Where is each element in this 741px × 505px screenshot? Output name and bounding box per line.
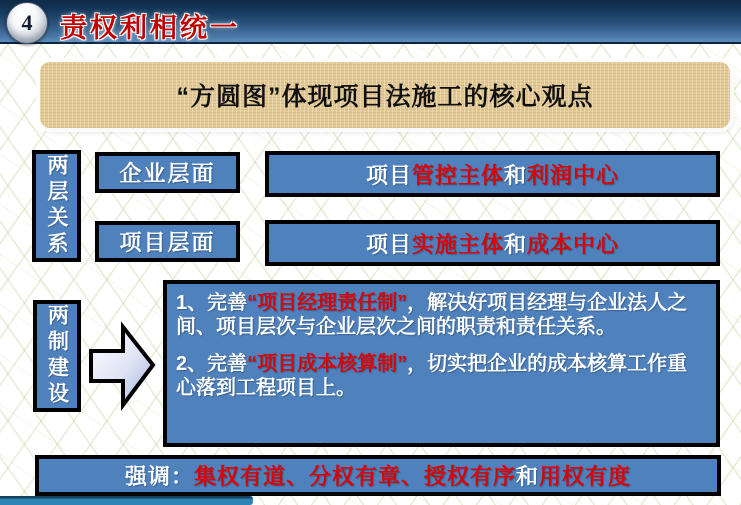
row1-text-white1: 项目 [365,162,412,188]
point-2-lead: 2、完善 [176,352,248,375]
point-2-highlight: “项目成本核算制” [247,352,408,375]
row2-text-red1: 实施主体 [411,231,504,257]
point-1-lead: 1、完善 [176,292,248,314]
row2-text-white2: 和 [504,231,528,257]
row1-text-red2: 利润中心 [527,162,620,188]
row2-text-red2: 成本中心 [527,231,620,257]
point-2 [176,352,707,401]
page-number: 4 [21,10,33,35]
arrow-right-icon [88,318,156,413]
point-1-rest: ，解决好项目经理与企业法人之间、项目层次与企业层次之间的职责和责任关系。 [176,292,688,339]
row1-text-red1: 管控主体 [411,162,504,188]
box-enterprise-level: 企业层面 [95,152,240,193]
footer-red1: 集权有道、分权有章、授权有序 [193,464,516,489]
box-project-level: 项目层面 [95,221,240,262]
page-number-badge [6,2,48,44]
footer-emphasis-bar [35,455,721,496]
slide-title: 责权利相统一 [60,13,240,43]
banner-title: “方圆图”体现项目法施工的核心观点 [176,83,594,111]
content-box [163,280,720,447]
point-1-highlight: “项目经理责任制” [247,292,408,314]
row2-text-white1: 项目 [365,231,412,257]
point-1 [176,291,707,340]
box-enterprise-role [265,151,720,197]
side-label-two-layers: 两层关系 [32,150,81,262]
header-bar [0,0,741,44]
banner [40,62,730,128]
box-project-role [265,220,720,266]
side-label-two-systems: 两制建设 [33,300,81,412]
row1-text-white2: 和 [504,162,528,188]
footer-white1: 和 [516,464,540,489]
footer-red2: 用权有度 [539,464,632,489]
bottom-accent-bar [0,496,253,505]
footer-lead: 强调： [124,464,194,489]
point-2-rest: ，切实把企业的成本核算工作重心落到工程项目上。 [176,352,688,400]
